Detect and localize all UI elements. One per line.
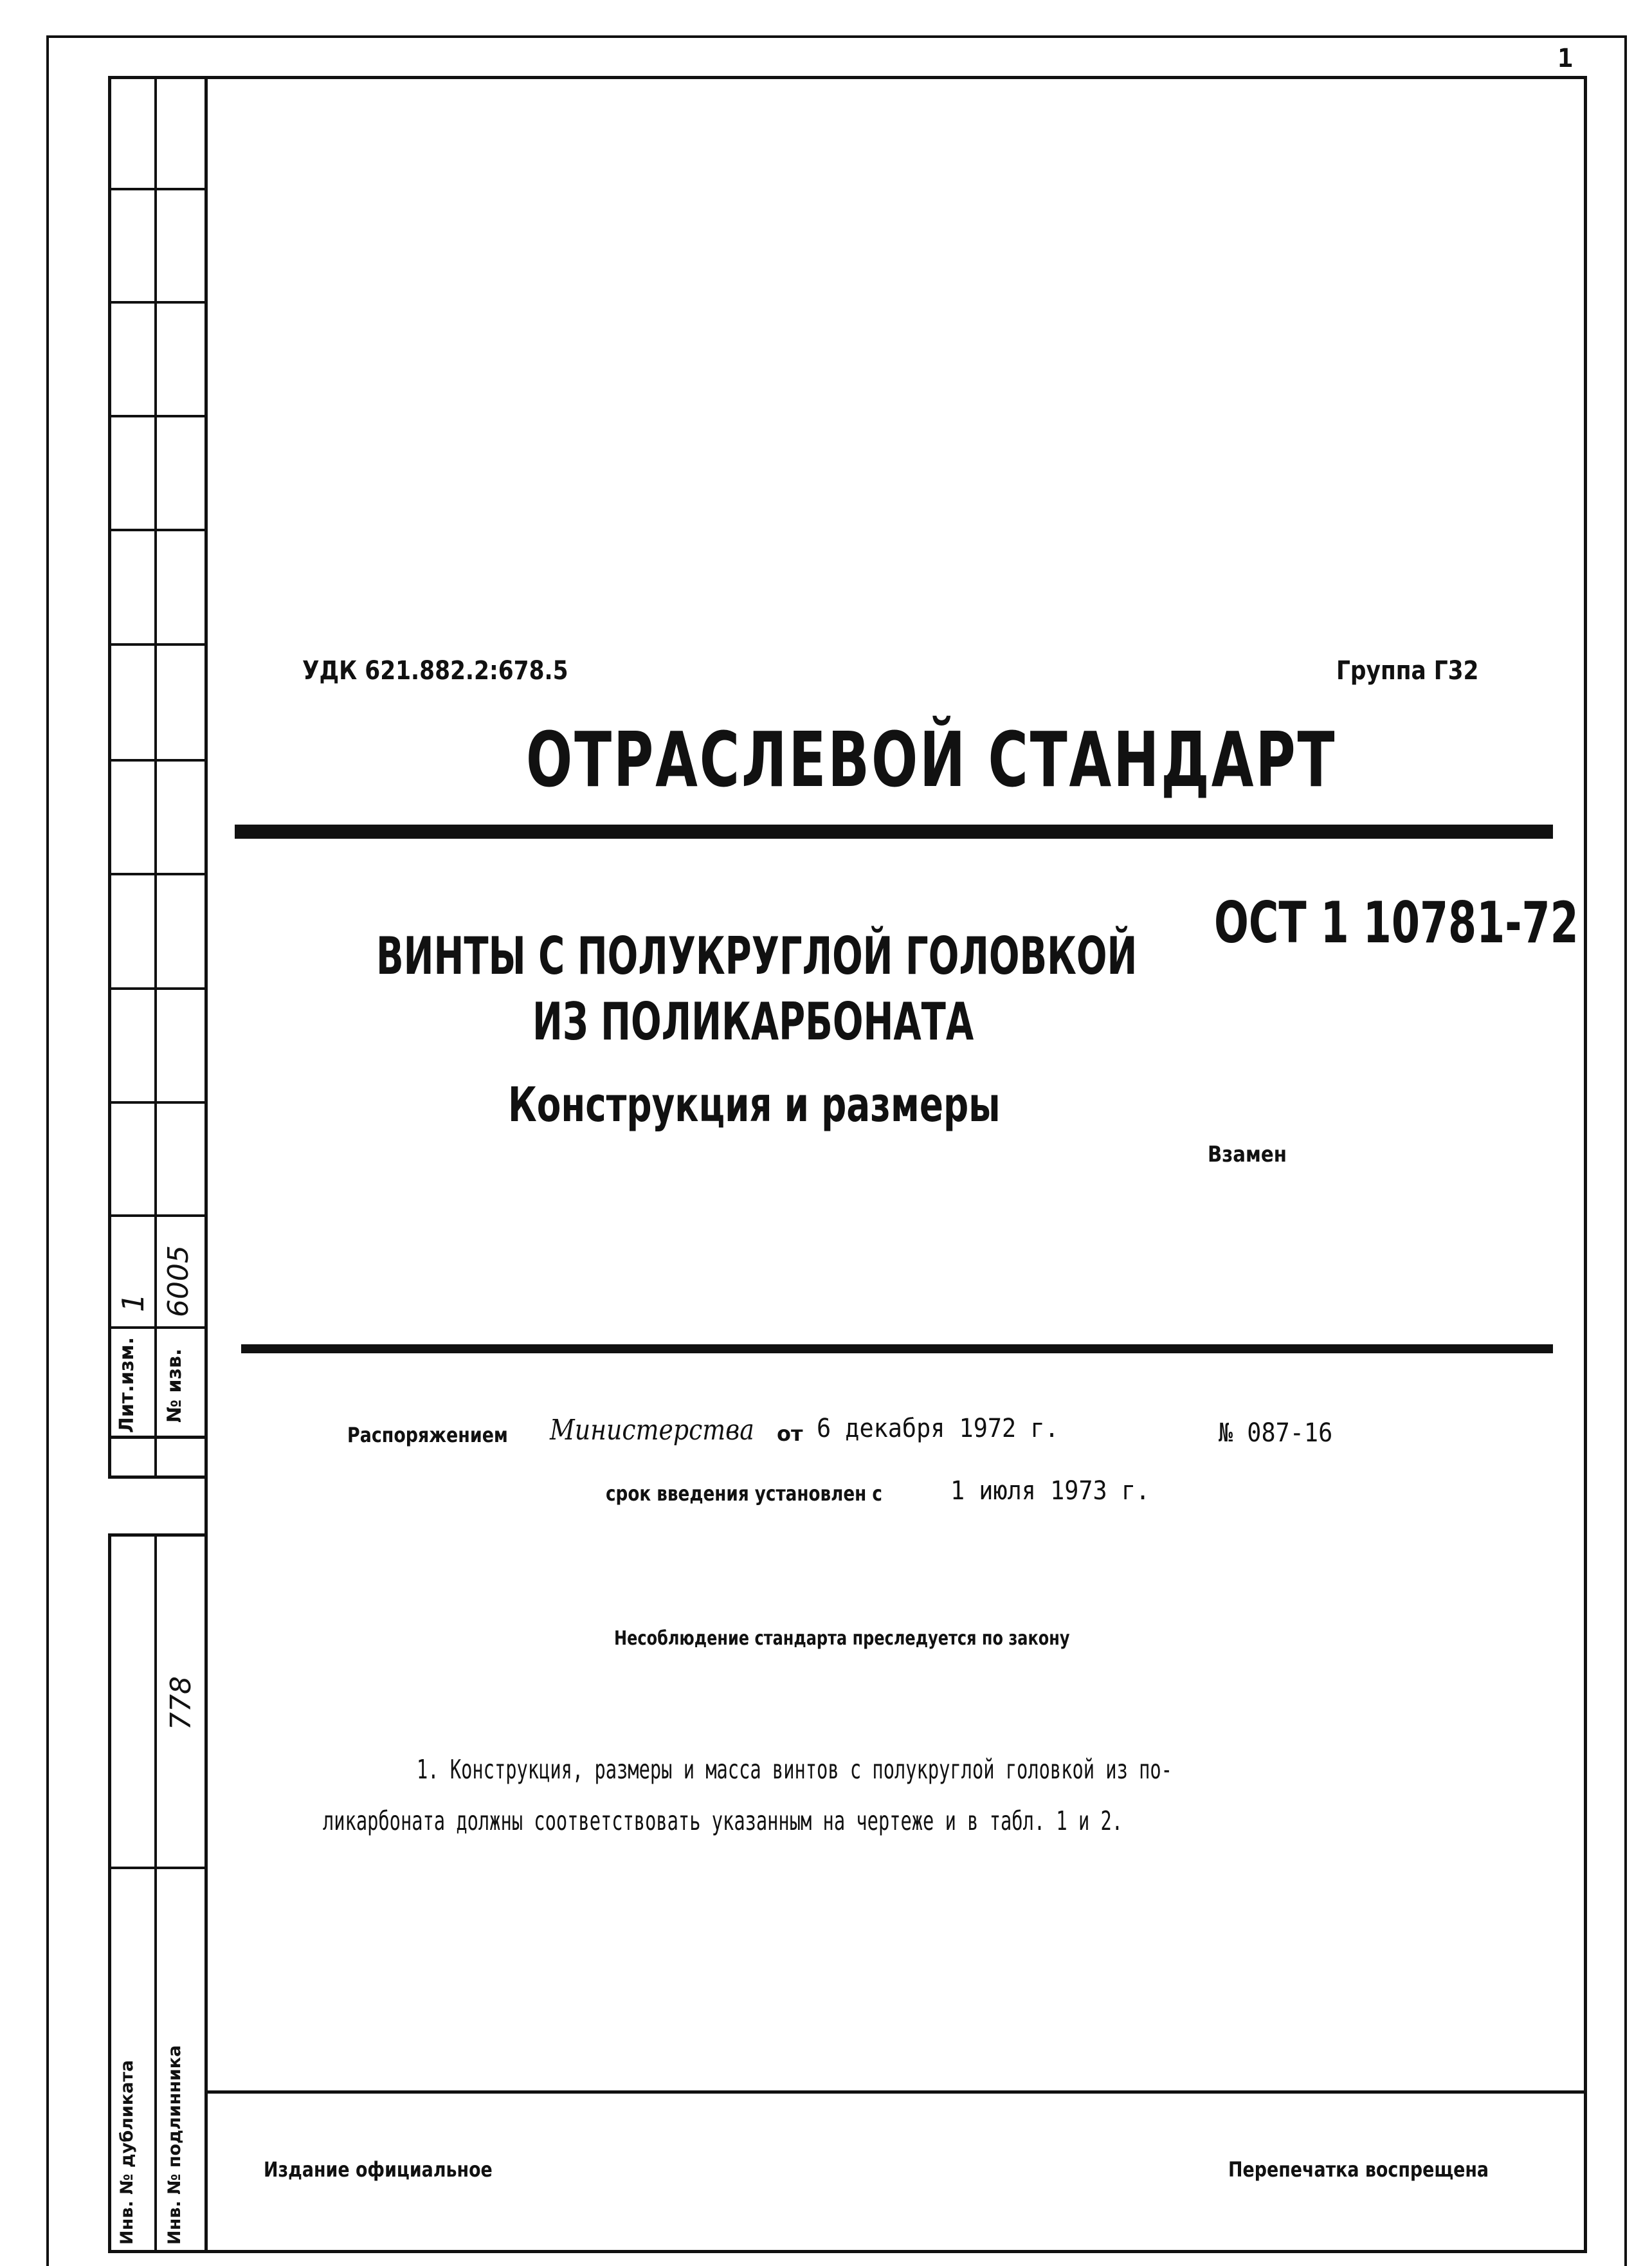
decree-authority: Министерства — [550, 1414, 754, 1447]
group-code: Группа Г32 — [1336, 656, 1479, 686]
effective-date-label: срок введения установлен с — [606, 1481, 882, 1506]
lit-izm-value: 1 — [116, 1293, 150, 1312]
decree-label: Распоряжением — [347, 1423, 508, 1447]
replaces-label: Взамен — [1208, 1142, 1287, 1167]
footer-rule — [204, 2090, 1587, 2094]
doc-subtitle: Конструкция и размеры — [508, 1077, 1001, 1133]
legal-notice: Несоблюдение стандарта преследуется по закону — [614, 1627, 1070, 1650]
decree-number: № 087-16 — [1219, 1418, 1333, 1448]
no-izv-label: № изв. — [163, 1348, 186, 1423]
decree-date-prefix: от — [777, 1421, 803, 1446]
doc-title-line1: ВИНТЫ С ПОЛУКРУГЛОЙ ГОЛОВКОЙ — [376, 926, 1138, 986]
no-izv-value: 6005 — [162, 1245, 195, 1317]
body-paragraph-line2: ликарбоната должны соответствовать указанным на чертеже и в табл. 1 и 2. — [323, 1805, 1123, 1836]
inv-no-podl-label: Инв. № подлинника — [165, 2045, 185, 2245]
page-number: 1 — [1557, 44, 1574, 73]
inv-no-dubl-label: Инв. № дубликата — [117, 2060, 137, 2245]
doc-title-line2: ИЗ ПОЛИКАРБОНАТА — [532, 992, 974, 1052]
decree-date: 6 декабря 1972 г. — [817, 1414, 1059, 1443]
decree-rule — [241, 1344, 1553, 1353]
lit-izm-label: Лит.изм. — [116, 1337, 138, 1433]
standard-number: ОСТ 1 10781-72 — [1214, 890, 1579, 956]
title-rule — [235, 825, 1553, 839]
inv-no-podl-value: 778 — [165, 1676, 197, 1730]
effective-date: 1 июля 1973 г. — [950, 1476, 1150, 1506]
document-type-title: ОТРАСЛЕВОЙ СТАНДАРТ — [526, 715, 1337, 804]
footer-reprint-prohibited: Перепечатка воспрещена — [1228, 2157, 1489, 2182]
body-paragraph-line1: 1. Конструкция, размеры и масса винтов с полукруглой головкой из по- — [417, 1754, 1172, 1785]
footer-official-edition: Издание официальное — [264, 2157, 493, 2182]
udk-code: УДК 621.882.2:678.5 — [302, 656, 568, 686]
